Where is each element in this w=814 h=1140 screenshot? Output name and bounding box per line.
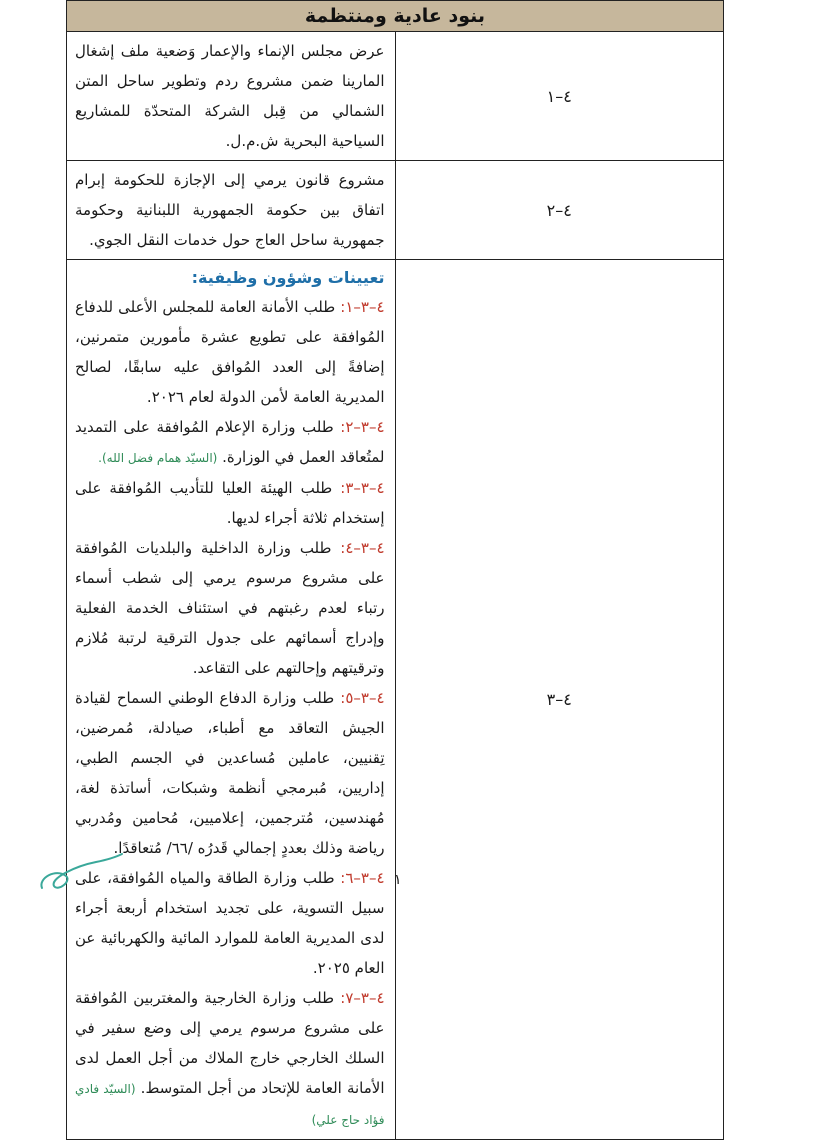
appointments-cell xyxy=(67,260,396,1140)
sub-item-number: ٤–٣–٧: xyxy=(340,989,385,1007)
sub-item-number: ٤–٣–١: xyxy=(340,298,385,316)
page-number: ١ xyxy=(394,872,402,888)
appointments-heading: تعيينات وشؤون وظيفية: xyxy=(191,268,385,287)
agenda-table xyxy=(66,0,724,1140)
sub-item-text: طلب الأمانة العامة للمجلس الأعلى للدفاع المُوافقة على تطويع عشرة مأمورين متمرنين، إضافةً إلى العدد المُوافق عليه سابقًا، لصالح المديرية العامة لأمن الدولة لعام ٢٠٢٦. xyxy=(75,298,385,406)
sub-item-note: (السيّد فادي فؤاد حاج علي) xyxy=(75,1082,385,1127)
sub-item xyxy=(75,292,385,412)
sub-item-text: طلب وزارة الخارجية والمغتربين المُوافقة على مشروع مرسوم يرمي إلى وضع سفير في السلك الخارجي خارج الملاك من أجل العمل لدى الأمانة العامة للإتحاد من أجل المتوسط. xyxy=(75,989,385,1097)
table-row xyxy=(67,161,724,260)
item-number: ٤–٢ xyxy=(395,161,724,260)
sub-item-text: طلب وزارة الداخلية والبلديات المُوافقة على مشروع مرسوم يرمي إلى شطب أسماء رتباء لعدم رغبتهم في استئناف الخدمة الفعلية وإدراج أسمائهم على جدول الترقية لرتبة مُلازم وترقيتهم وإحالتهم على التقاعد. xyxy=(75,539,385,677)
sub-item xyxy=(75,683,385,863)
sub-item-number: ٤–٣–٦: xyxy=(340,869,385,887)
sub-item-text: طلب الهيئة العليا للتأديب المُوافقة على إستخدام ثلاثة أجراء لديها. xyxy=(75,479,385,527)
sub-item-number: ٤–٣–٣: xyxy=(340,479,385,497)
sub-item xyxy=(75,473,385,533)
sub-item-note: (السيّد همام فضل الله). xyxy=(98,451,218,465)
table-row xyxy=(67,32,724,161)
sub-item-number: ٤–٣–٢: xyxy=(340,418,385,436)
sub-item xyxy=(75,983,385,1135)
sub-item-text: طلب وزارة الإعلام المُوافقة على التمديد لمتُعاقد العمل في الوزارة. xyxy=(75,418,385,466)
sub-item-text: طلب وزارة الدفاع الوطني السماح لقيادة الجيش التعاقد مع أطباء، صيادلة، مُمرضين، تِقنيين، عاملين مُساعدين في الجسم الطبي، إداريين، مُبرمجي أنظمة وشبكات، أساتذة لغة، مُهندسين، مُترجمين، إعلاميين، مُحامين ومُدربي رياضة وذلك بعددٍ إجمالي قَدرُه /٦٦/ مُتعاقدًا. xyxy=(75,689,385,857)
item-number: ٤–١ xyxy=(395,32,724,161)
item-text: مشروع قانون يرمي إلى الإجازة للحكومة إبرام اتفاق بين حكومة الجمهورية اللبنانية وحكومة جمهورية ساحل العاج حول خدمات النقل الجوي. xyxy=(67,161,396,260)
sub-item xyxy=(75,533,385,683)
section-title: بنود عادية ومنتظمة xyxy=(67,1,724,32)
sub-item-number: ٤–٣–٤: xyxy=(340,539,385,557)
signature-mark xyxy=(36,848,126,898)
sub-item xyxy=(75,412,385,473)
sub-item-text: طلب وزارة الطاقة والمياه المُوافقة، على سبيل التسوية، على تجديد استخدام أربعة أجراء لدى المديرية العامة للموارد المائية والكهربائية عن العام ٢٠٢٥. xyxy=(75,869,385,977)
item-text: عرض مجلس الإنماء والإعمار وَضعية ملف إشغال المارينا ضمن مشروع ردم وتطوير ساحل المتن الشمالي من قِبل الشركة المتحدّة للمشاريع السياحية البحرية ش.م.ل. xyxy=(67,32,396,161)
item-number: ٤–٣ xyxy=(395,260,724,1140)
sub-item-number: ٤–٣–٥: xyxy=(340,689,385,707)
table-row xyxy=(67,260,724,1140)
